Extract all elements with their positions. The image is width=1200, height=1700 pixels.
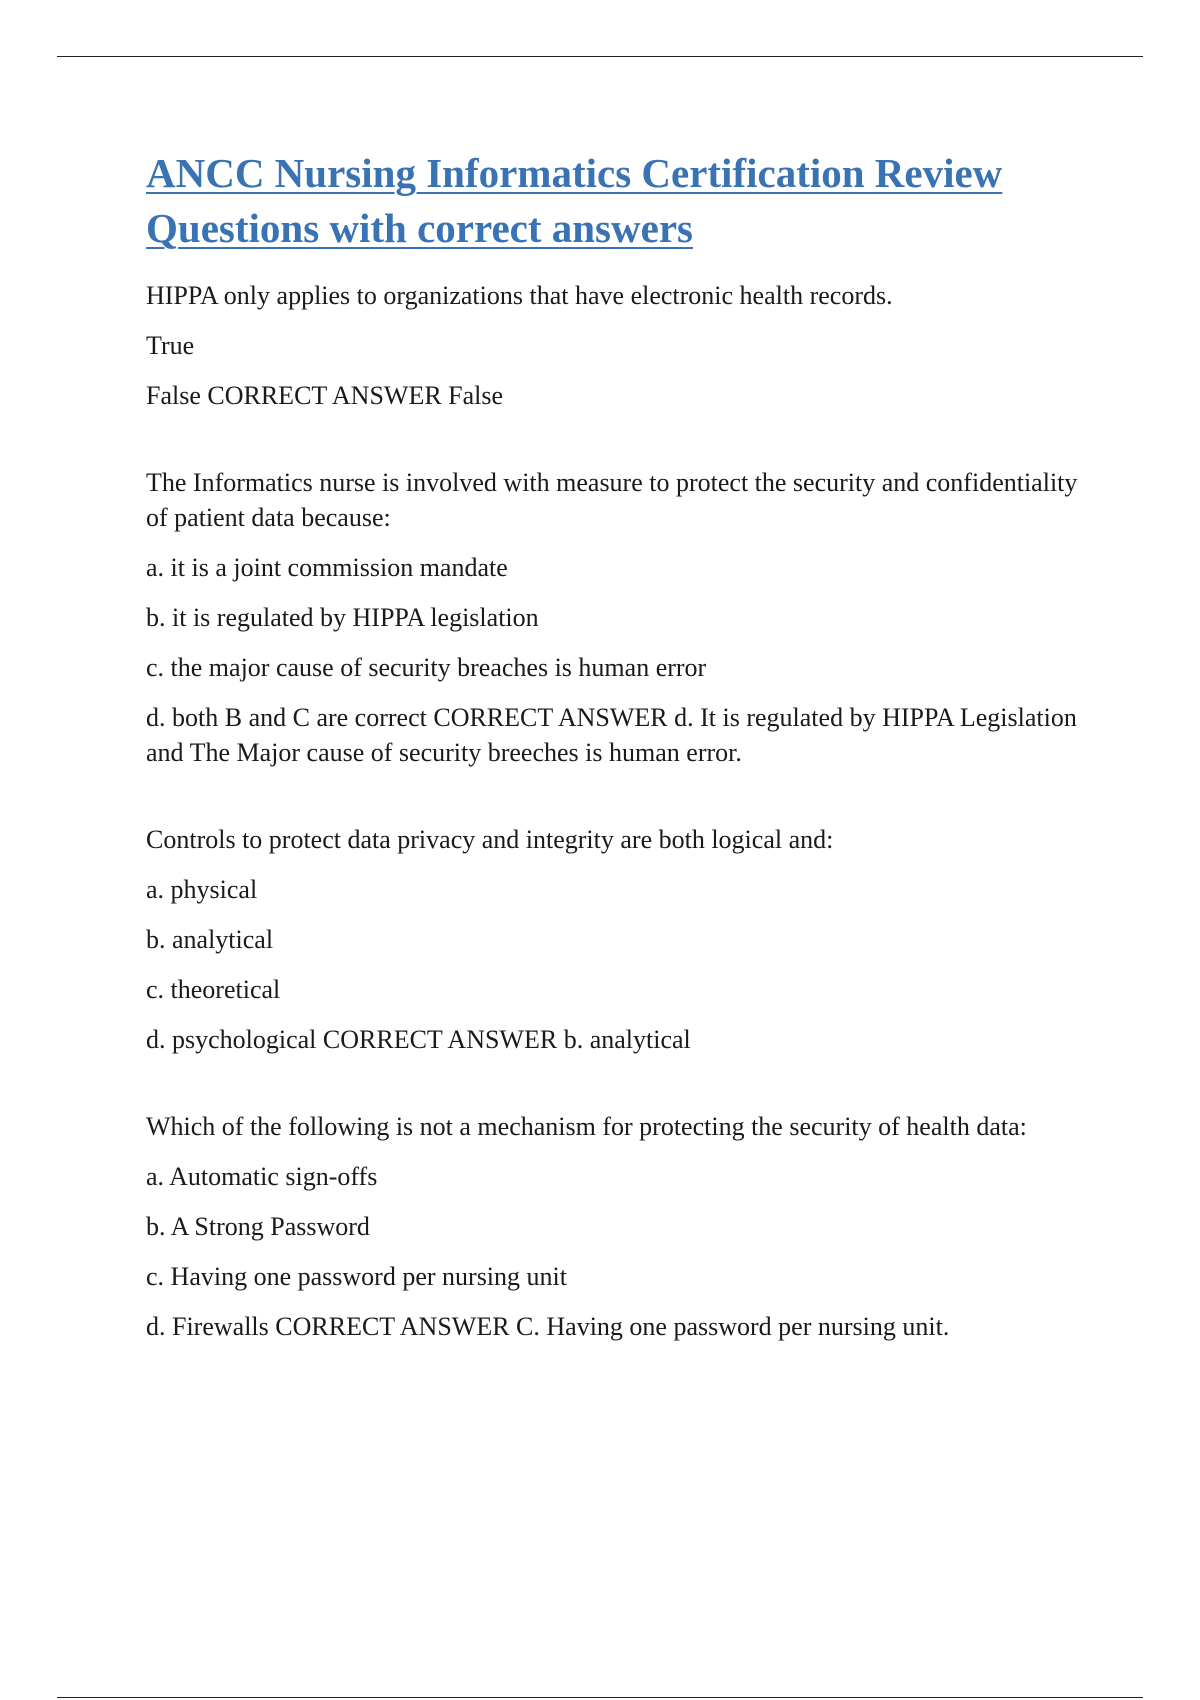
answer-option: False CORRECT ANSWER False <box>146 381 504 410</box>
answer-option: d. both B and C are correct CORRECT ANSWER d. It is regulated by HIPPA Legislation and The Major cause of security breeches is human error. <box>146 703 1077 767</box>
answer-option: c. theoretical <box>146 975 281 1004</box>
answer-option: a. Automatic sign-offs <box>146 1162 378 1191</box>
answer-option: d. Firewalls CORRECT ANSWER C. Having one password per nursing unit. <box>146 1312 950 1341</box>
question-text: The Informatics nurse is involved with measure to protect the security and confidentiality of patient data because: <box>146 468 1078 532</box>
answer-option: b. A Strong Password <box>146 1212 370 1241</box>
answer-option: c. the major cause of security breaches is human error <box>146 653 707 682</box>
question-4 <box>146 1109 1096 1344</box>
answer-option: b. analytical <box>146 925 274 954</box>
answer-option: d. psychological CORRECT ANSWER b. analytical <box>146 1025 691 1054</box>
question-text: HIPPA only applies to organizations that have electronic health records. <box>146 281 893 310</box>
answer-option: c. Having one password per nursing unit <box>146 1262 567 1291</box>
question-3 <box>146 822 1096 1057</box>
document-body <box>146 146 1096 1396</box>
document-title[interactable]: ANCC Nursing Informatics Certification Review Questions with correct answers <box>146 150 1003 251</box>
answer-option: True <box>146 331 195 360</box>
question-1 <box>146 278 1096 413</box>
question-2 <box>146 465 1096 770</box>
question-text: Controls to protect data privacy and integrity are both logical and: <box>146 825 834 854</box>
question-text: Which of the following is not a mechanism for protecting the security of health data: <box>146 1112 1027 1141</box>
top-rule <box>57 56 1143 57</box>
answer-option: a. it is a joint commission mandate <box>146 553 508 582</box>
answer-option: b. it is regulated by HIPPA legislation <box>146 603 539 632</box>
answer-option: a. physical <box>146 875 258 904</box>
bottom-rule <box>57 1697 1143 1698</box>
